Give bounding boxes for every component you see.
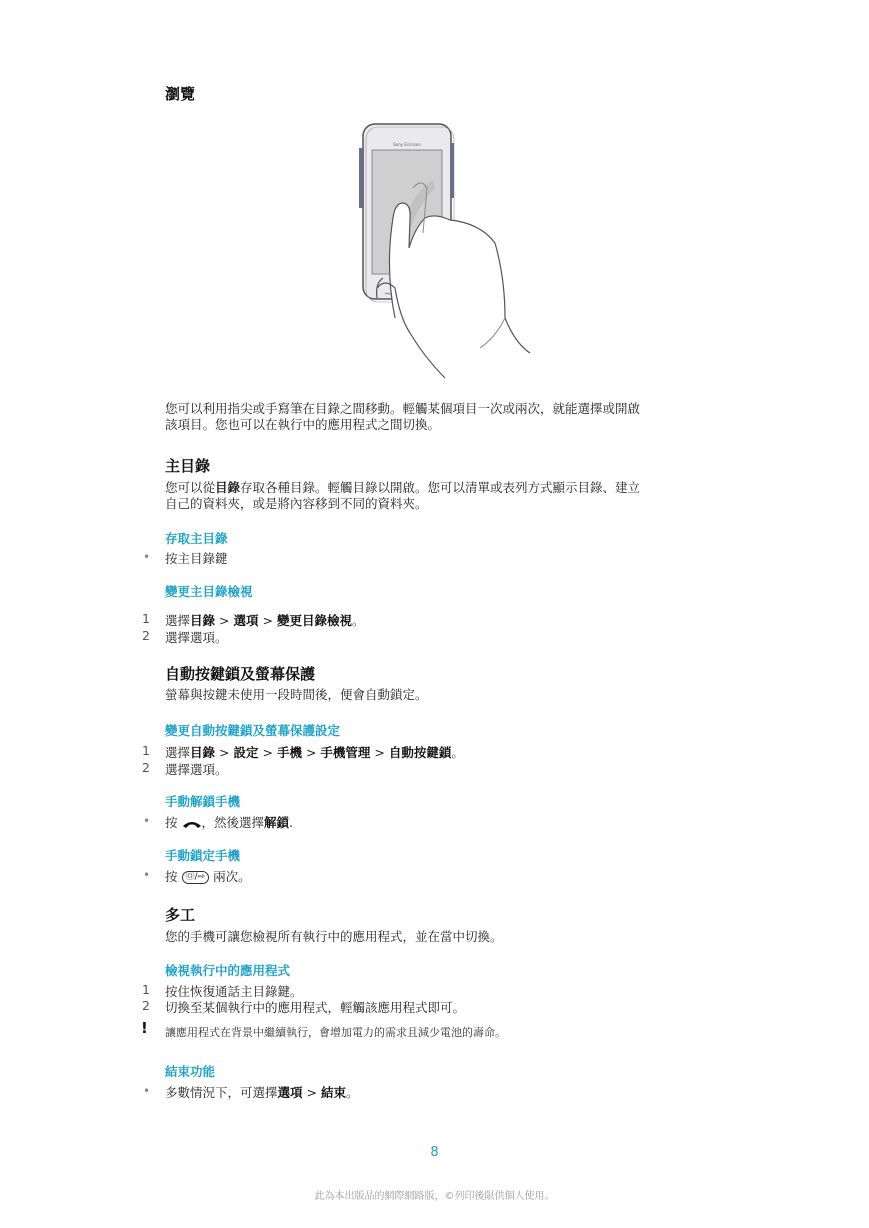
subtitle-unlock: 手動解鎖手機 <box>165 794 241 809</box>
subtitle-access-main-menu: 存取主目錄 <box>165 531 228 546</box>
subtitle-change-keylock: 變更自動按鍵鎖及螢幕保護設定 <box>165 723 341 738</box>
footer-copyright: 此為本出版品的網際網路版，©列印後限供個人使用。 <box>314 1191 555 1202</box>
keylock-body: 螢幕與按鍵未使用一段時間後，便會自動鎖定。 <box>165 687 428 702</box>
step-number: 2 <box>142 760 150 775</box>
keylock-step-2: 選擇選項。 <box>165 762 228 777</box>
section-title-main-menu: 主目錄 <box>165 457 211 475</box>
lock-item: 按 Ⓞ/⇨ 兩次。 <box>165 869 251 884</box>
subtitle-end-function: 結束功能 <box>165 1064 216 1079</box>
bullet: • <box>143 868 151 882</box>
battery-note: 讓應用程式在背景中繼續執行，會增加電力的需求且減少電池的壽命。 <box>165 1026 506 1039</box>
bullet: • <box>143 814 151 828</box>
step-number: 1 <box>142 743 150 758</box>
step-number: 1 <box>142 982 150 997</box>
bullet: • <box>143 1084 151 1098</box>
end-call-icon <box>182 818 202 830</box>
multitask-body: 您的手機可讓您檢視所有執行中的應用程式，並在當中切換。 <box>165 929 503 944</box>
bullet: • <box>143 550 151 564</box>
warning-icon: ! <box>141 1019 148 1037</box>
end-function-item: 多數情況下，可選擇選項 > 結束。 <box>165 1085 359 1100</box>
section-title-multitask: 多工 <box>165 906 196 924</box>
page-number: 8 <box>430 1145 439 1160</box>
subtitle-lock: 手動鎖定手機 <box>165 848 241 863</box>
access-main-menu-item: 按主目錄鍵 <box>165 551 228 566</box>
step-number: 2 <box>142 628 150 643</box>
change-view-step-1: 選擇目錄 > 選項 > 變更目錄檢視。 <box>165 613 365 628</box>
phone-swipe-illustration <box>355 118 535 383</box>
subtitle-view-running-apps: 檢視執行中的應用程式 <box>165 963 291 978</box>
step-number: 2 <box>142 998 150 1013</box>
browse-body: 您可以利用指尖或手寫筆在目錄之間移動。輕觸某個項目一次或兩次，就能選擇或開啟 該項目。您也可以在執行中的應用程式之間切換。 <box>165 401 641 432</box>
subtitle-change-main-menu-view: 變更主目錄檢視 <box>165 584 253 599</box>
multitask-step-2: 切換至某個執行中的應用程式，輕觸該應用程式即可。 <box>165 1000 466 1015</box>
multitask-step-1: 按住恢復通話主目錄鍵。 <box>165 984 303 999</box>
lock-key-icon: Ⓞ/⇨ <box>182 871 210 884</box>
change-view-step-2: 選擇選項。 <box>165 630 228 645</box>
step-number: 1 <box>142 611 150 626</box>
section-title-browse: 瀏覽 <box>165 85 196 103</box>
main-menu-body: 您可以從目錄存取各種目錄。輕觸目錄以開啟。您可以清單或表列方式顯示目錄、建立 自己的資料夾，或是將內容移到不同的資料夾。 <box>165 480 641 511</box>
keylock-step-1: 選擇目錄 > 設定 > 手機 > 手機管理 > 自動按鍵鎖。 <box>165 745 464 760</box>
unlock-item: 按 ，然後選擇解鎖. <box>165 815 294 830</box>
section-title-keylock: 自動按鍵鎖及螢幕保護 <box>165 665 316 683</box>
phone-brand-label: Sony Ericsson <box>393 142 421 147</box>
